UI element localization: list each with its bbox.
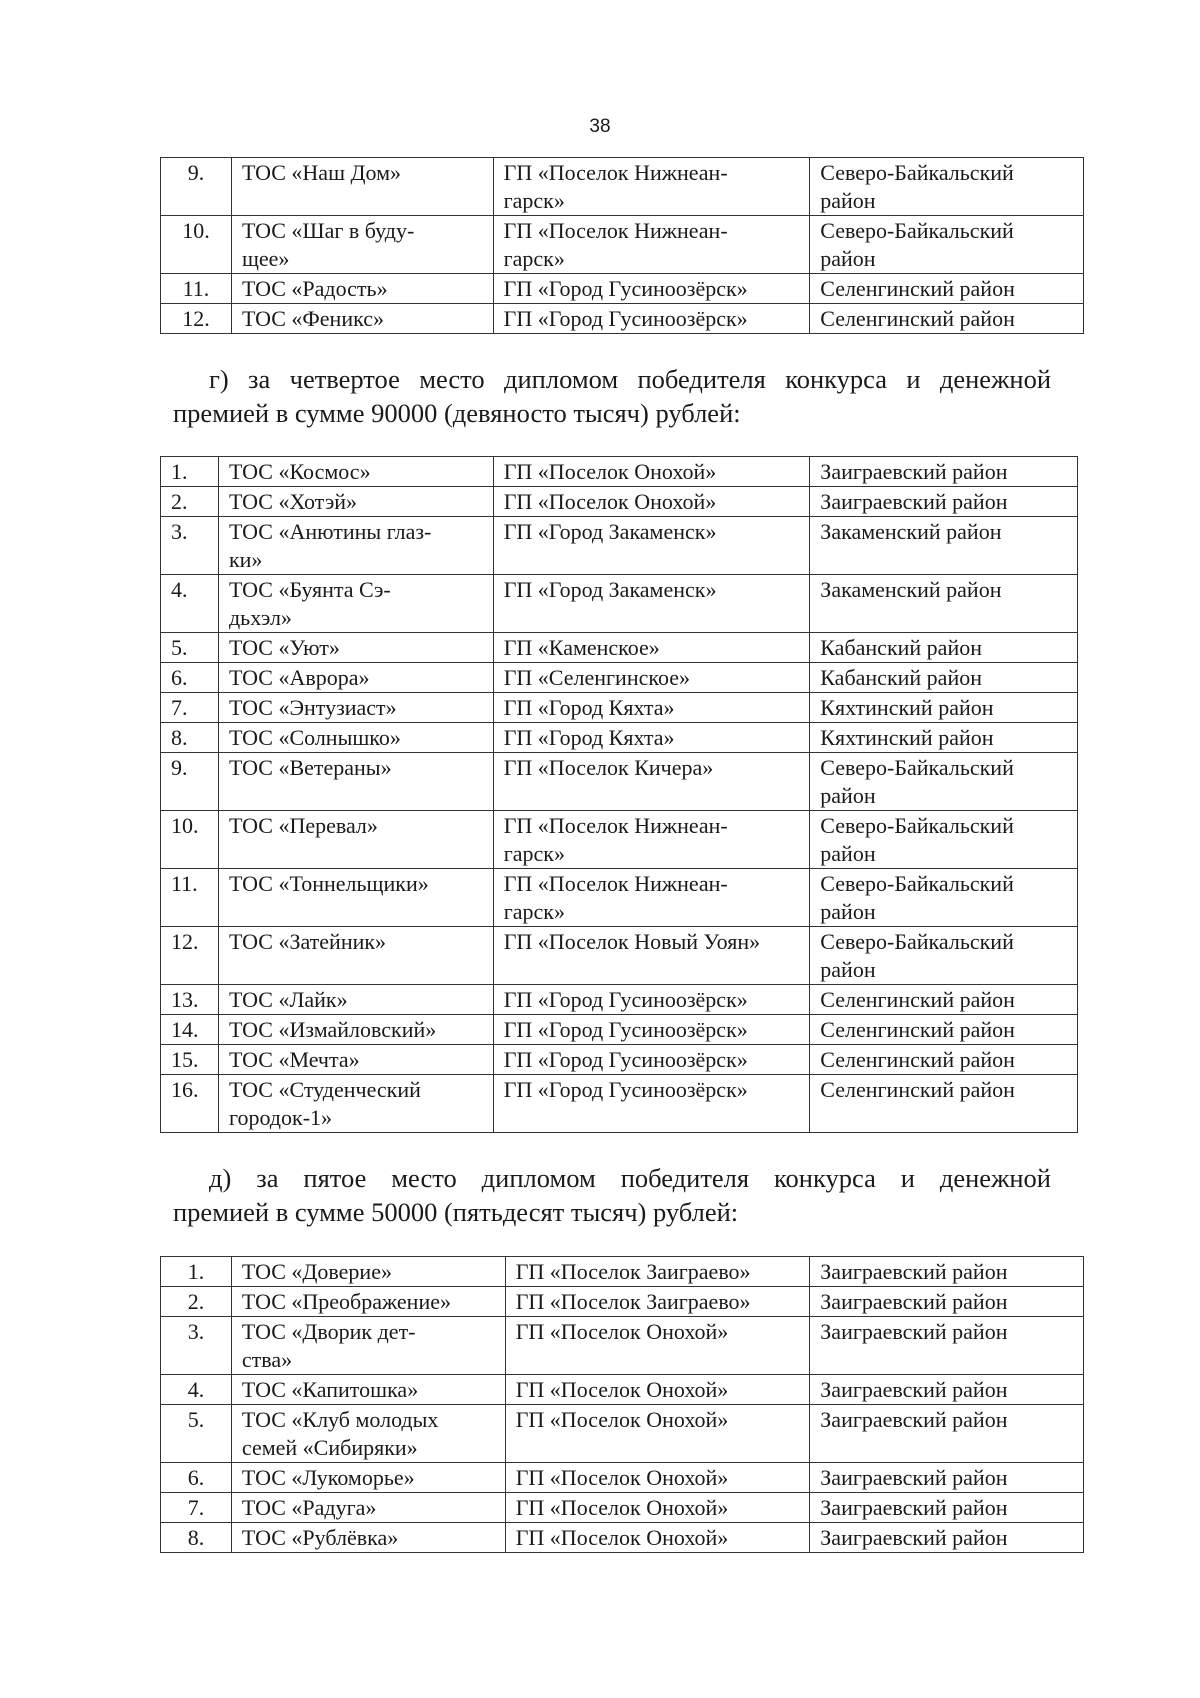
fifth-place-paragraph xyxy=(173,1161,1051,1229)
table-row xyxy=(161,274,1084,304)
tos-name: ТОС «Аврора» xyxy=(218,663,493,693)
settlement-name: ГП «Поселок Кичера» xyxy=(493,753,810,811)
settlement-name: ГП «Поселок Заиграево» xyxy=(505,1287,810,1317)
tos-name: ТОС «Студенческий городок-1» xyxy=(218,1075,493,1133)
district-name: Кабанский район xyxy=(810,663,1078,693)
table-row xyxy=(161,1045,1078,1075)
paragraph-line: г) за четвертое место дипломом победителя конкурса и денежной xyxy=(209,364,1051,394)
settlement-name: ГП «Город Гусиноозёрск» xyxy=(493,1015,810,1045)
page-number: 38 xyxy=(589,116,611,137)
table-row xyxy=(161,1523,1084,1553)
tos-name: ТОС «Космос» xyxy=(218,457,493,487)
tos-name: ТОС «Солнышко» xyxy=(218,723,493,753)
district-name: Заиграевский район xyxy=(810,457,1078,487)
paragraph-line: д) за пятое место дипломом победителя конкурса и денежной xyxy=(209,1163,1051,1193)
table-row xyxy=(161,753,1078,811)
paragraph-line: премией в сумме 50000 (пятьдесят тысяч) рублей: xyxy=(173,1197,739,1227)
tos-name: ТОС «Лукоморье» xyxy=(231,1463,505,1493)
table-row xyxy=(161,487,1078,517)
table-row xyxy=(161,1375,1084,1405)
row-number: 15. xyxy=(161,1045,219,1075)
district-name: Заиграевский район xyxy=(810,1463,1084,1493)
tos-name: ТОС «Измайловский» xyxy=(218,1015,493,1045)
tos-name: ТОС «Затейник» xyxy=(218,927,493,985)
row-number: 12. xyxy=(161,304,232,334)
table-row xyxy=(161,1493,1084,1523)
tos-name: ТОС «Радуга» xyxy=(231,1493,505,1523)
row-number: 4. xyxy=(161,575,219,633)
district-name: Заиграевский район xyxy=(810,487,1078,517)
settlement-name: ГП «Город Гусиноозёрск» xyxy=(493,274,810,304)
row-number: 13. xyxy=(161,985,219,1015)
tos-name: ТОС «Дворик дет- ства» xyxy=(231,1317,505,1375)
tos-name: ТОС «Наш Дом» xyxy=(231,158,493,216)
settlement-name: ГП «Поселок Онохой» xyxy=(505,1405,810,1463)
settlement-name: ГП «Город Кяхта» xyxy=(493,693,810,723)
settlement-name: ГП «Город Закаменск» xyxy=(493,517,810,575)
district-name: Северо-Байкальский район xyxy=(810,216,1084,274)
district-name: Северо-Байкальский район xyxy=(810,158,1084,216)
tos-name: ТОС «Лайк» xyxy=(218,985,493,1015)
settlement-name: ГП «Селенгинское» xyxy=(493,663,810,693)
settlement-name: ГП «Поселок Онохой» xyxy=(505,1493,810,1523)
row-number: 6. xyxy=(161,663,219,693)
table-row xyxy=(161,1405,1084,1463)
district-name: Селенгинский район xyxy=(810,1075,1078,1133)
district-name: Заиграевский район xyxy=(810,1317,1084,1375)
settlement-name: ГП «Поселок Онохой» xyxy=(505,1317,810,1375)
row-number: 10. xyxy=(161,216,232,274)
table-row xyxy=(161,723,1078,753)
district-name: Кяхтинский район xyxy=(810,693,1078,723)
row-number: 5. xyxy=(161,633,219,663)
row-number: 9. xyxy=(161,158,232,216)
district-name: Северо-Байкальский район xyxy=(810,753,1078,811)
table-row xyxy=(161,869,1078,927)
tos-name: ТОС «Феникс» xyxy=(231,304,493,334)
tos-name: ТОС «Анютины глаз- ки» xyxy=(218,517,493,575)
row-number: 8. xyxy=(161,1523,232,1553)
settlement-name: ГП «Каменское» xyxy=(493,633,810,663)
table-row xyxy=(161,633,1078,663)
district-name: Кабанский район xyxy=(810,633,1078,663)
settlement-name: ГП «Город Гусиноозёрск» xyxy=(493,304,810,334)
tos-name: ТОС «Тоннельщики» xyxy=(218,869,493,927)
table-row xyxy=(161,1015,1078,1045)
tos-name: ТОС «Мечта» xyxy=(218,1045,493,1075)
settlement-name: ГП «Поселок Онохой» xyxy=(493,487,810,517)
settlement-name: ГП «Поселок Нижнеан- гарск» xyxy=(493,216,810,274)
district-name: Северо-Байкальский район xyxy=(810,927,1078,985)
row-number: 1. xyxy=(161,1257,232,1287)
row-number: 8. xyxy=(161,723,219,753)
row-number: 4. xyxy=(161,1375,232,1405)
fourth-place-paragraph xyxy=(173,362,1051,430)
row-number: 12. xyxy=(161,927,219,985)
tos-name: ТОС «Шаг в буду- щее» xyxy=(231,216,493,274)
table-row xyxy=(161,304,1084,334)
table-row xyxy=(161,1075,1078,1133)
winners-table-continued xyxy=(160,157,1084,334)
settlement-name: ГП «Город Гусиноозёрск» xyxy=(493,985,810,1015)
table-row xyxy=(161,663,1078,693)
table-row xyxy=(161,1463,1084,1493)
district-name: Заиграевский район xyxy=(810,1287,1084,1317)
table-row xyxy=(161,1317,1084,1375)
row-number: 7. xyxy=(161,1493,232,1523)
row-number: 2. xyxy=(161,1287,232,1317)
district-name: Селенгинский район xyxy=(810,1015,1078,1045)
settlement-name: ГП «Город Закаменск» xyxy=(493,575,810,633)
tos-name: ТОС «Клуб молодых семей «Сибиряки» xyxy=(231,1405,505,1463)
row-number: 2. xyxy=(161,487,219,517)
row-number: 3. xyxy=(161,517,219,575)
row-number: 6. xyxy=(161,1463,232,1493)
table-row xyxy=(161,216,1084,274)
district-name: Заиграевский район xyxy=(810,1493,1084,1523)
tos-name: ТОС «Энтузиаст» xyxy=(218,693,493,723)
district-name: Закаменский район xyxy=(810,575,1078,633)
district-name: Селенгинский район xyxy=(810,304,1084,334)
settlement-name: ГП «Поселок Заиграево» xyxy=(505,1257,810,1287)
row-number: 11. xyxy=(161,869,219,927)
row-number: 9. xyxy=(161,753,219,811)
row-number: 1. xyxy=(161,457,219,487)
table-row xyxy=(161,457,1078,487)
row-number: 11. xyxy=(161,274,232,304)
settlement-name: ГП «Поселок Онохой» xyxy=(505,1463,810,1493)
table-row xyxy=(161,693,1078,723)
fifth-place-table xyxy=(160,1256,1084,1553)
settlement-name: ГП «Город Гусиноозёрск» xyxy=(493,1075,810,1133)
settlement-name: ГП «Поселок Онохой» xyxy=(505,1523,810,1553)
district-name: Селенгинский район xyxy=(810,274,1084,304)
district-name: Заиграевский район xyxy=(810,1405,1084,1463)
tos-name: ТОС «Перевал» xyxy=(218,811,493,869)
paragraph-line: премией в сумме 90000 (девяносто тысяч) рублей: xyxy=(173,398,741,428)
table-row xyxy=(161,811,1078,869)
settlement-name: ГП «Поселок Нижнеан- гарск» xyxy=(493,811,810,869)
district-name: Кяхтинский район xyxy=(810,723,1078,753)
tos-name: ТОС «Радость» xyxy=(231,274,493,304)
district-name: Селенгинский район xyxy=(810,985,1078,1015)
fourth-place-table xyxy=(160,456,1078,1133)
settlement-name: ГП «Поселок Онохой» xyxy=(505,1375,810,1405)
row-number: 14. xyxy=(161,1015,219,1045)
table-row xyxy=(161,158,1084,216)
tos-name: ТОС «Преображение» xyxy=(231,1287,505,1317)
table-row xyxy=(161,985,1078,1015)
district-name: Заиграевский район xyxy=(810,1375,1084,1405)
row-number: 7. xyxy=(161,693,219,723)
row-number: 16. xyxy=(161,1075,219,1133)
table-row xyxy=(161,1287,1084,1317)
tos-name: ТОС «Уют» xyxy=(218,633,493,663)
table-row xyxy=(161,1257,1084,1287)
settlement-name: ГП «Поселок Нижнеан- гарск» xyxy=(493,158,810,216)
settlement-name: ГП «Город Кяхта» xyxy=(493,723,810,753)
row-number: 5. xyxy=(161,1405,232,1463)
table-row xyxy=(161,927,1078,985)
tos-name: ТОС «Хотэй» xyxy=(218,487,493,517)
district-name: Северо-Байкальский район xyxy=(810,811,1078,869)
district-name: Селенгинский район xyxy=(810,1045,1078,1075)
settlement-name: ГП «Поселок Нижнеан- гарск» xyxy=(493,869,810,927)
settlement-name: ГП «Город Гусиноозёрск» xyxy=(493,1045,810,1075)
settlement-name: ГП «Поселок Новый Уоян» xyxy=(493,927,810,985)
row-number: 10. xyxy=(161,811,219,869)
tos-name: ТОС «Капитошка» xyxy=(231,1375,505,1405)
district-name: Заиграевский район xyxy=(810,1257,1084,1287)
settlement-name: ГП «Поселок Онохой» xyxy=(493,457,810,487)
tos-name: ТОС «Рублёвка» xyxy=(231,1523,505,1553)
table-row xyxy=(161,517,1078,575)
district-name: Заиграевский район xyxy=(810,1523,1084,1553)
tos-name: ТОС «Буянта Сэ- дьхэл» xyxy=(218,575,493,633)
district-name: Закаменский район xyxy=(810,517,1078,575)
tos-name: ТОС «Ветераны» xyxy=(218,753,493,811)
table-row xyxy=(161,575,1078,633)
tos-name: ТОС «Доверие» xyxy=(231,1257,505,1287)
district-name: Северо-Байкальский район xyxy=(810,869,1078,927)
row-number: 3. xyxy=(161,1317,232,1375)
